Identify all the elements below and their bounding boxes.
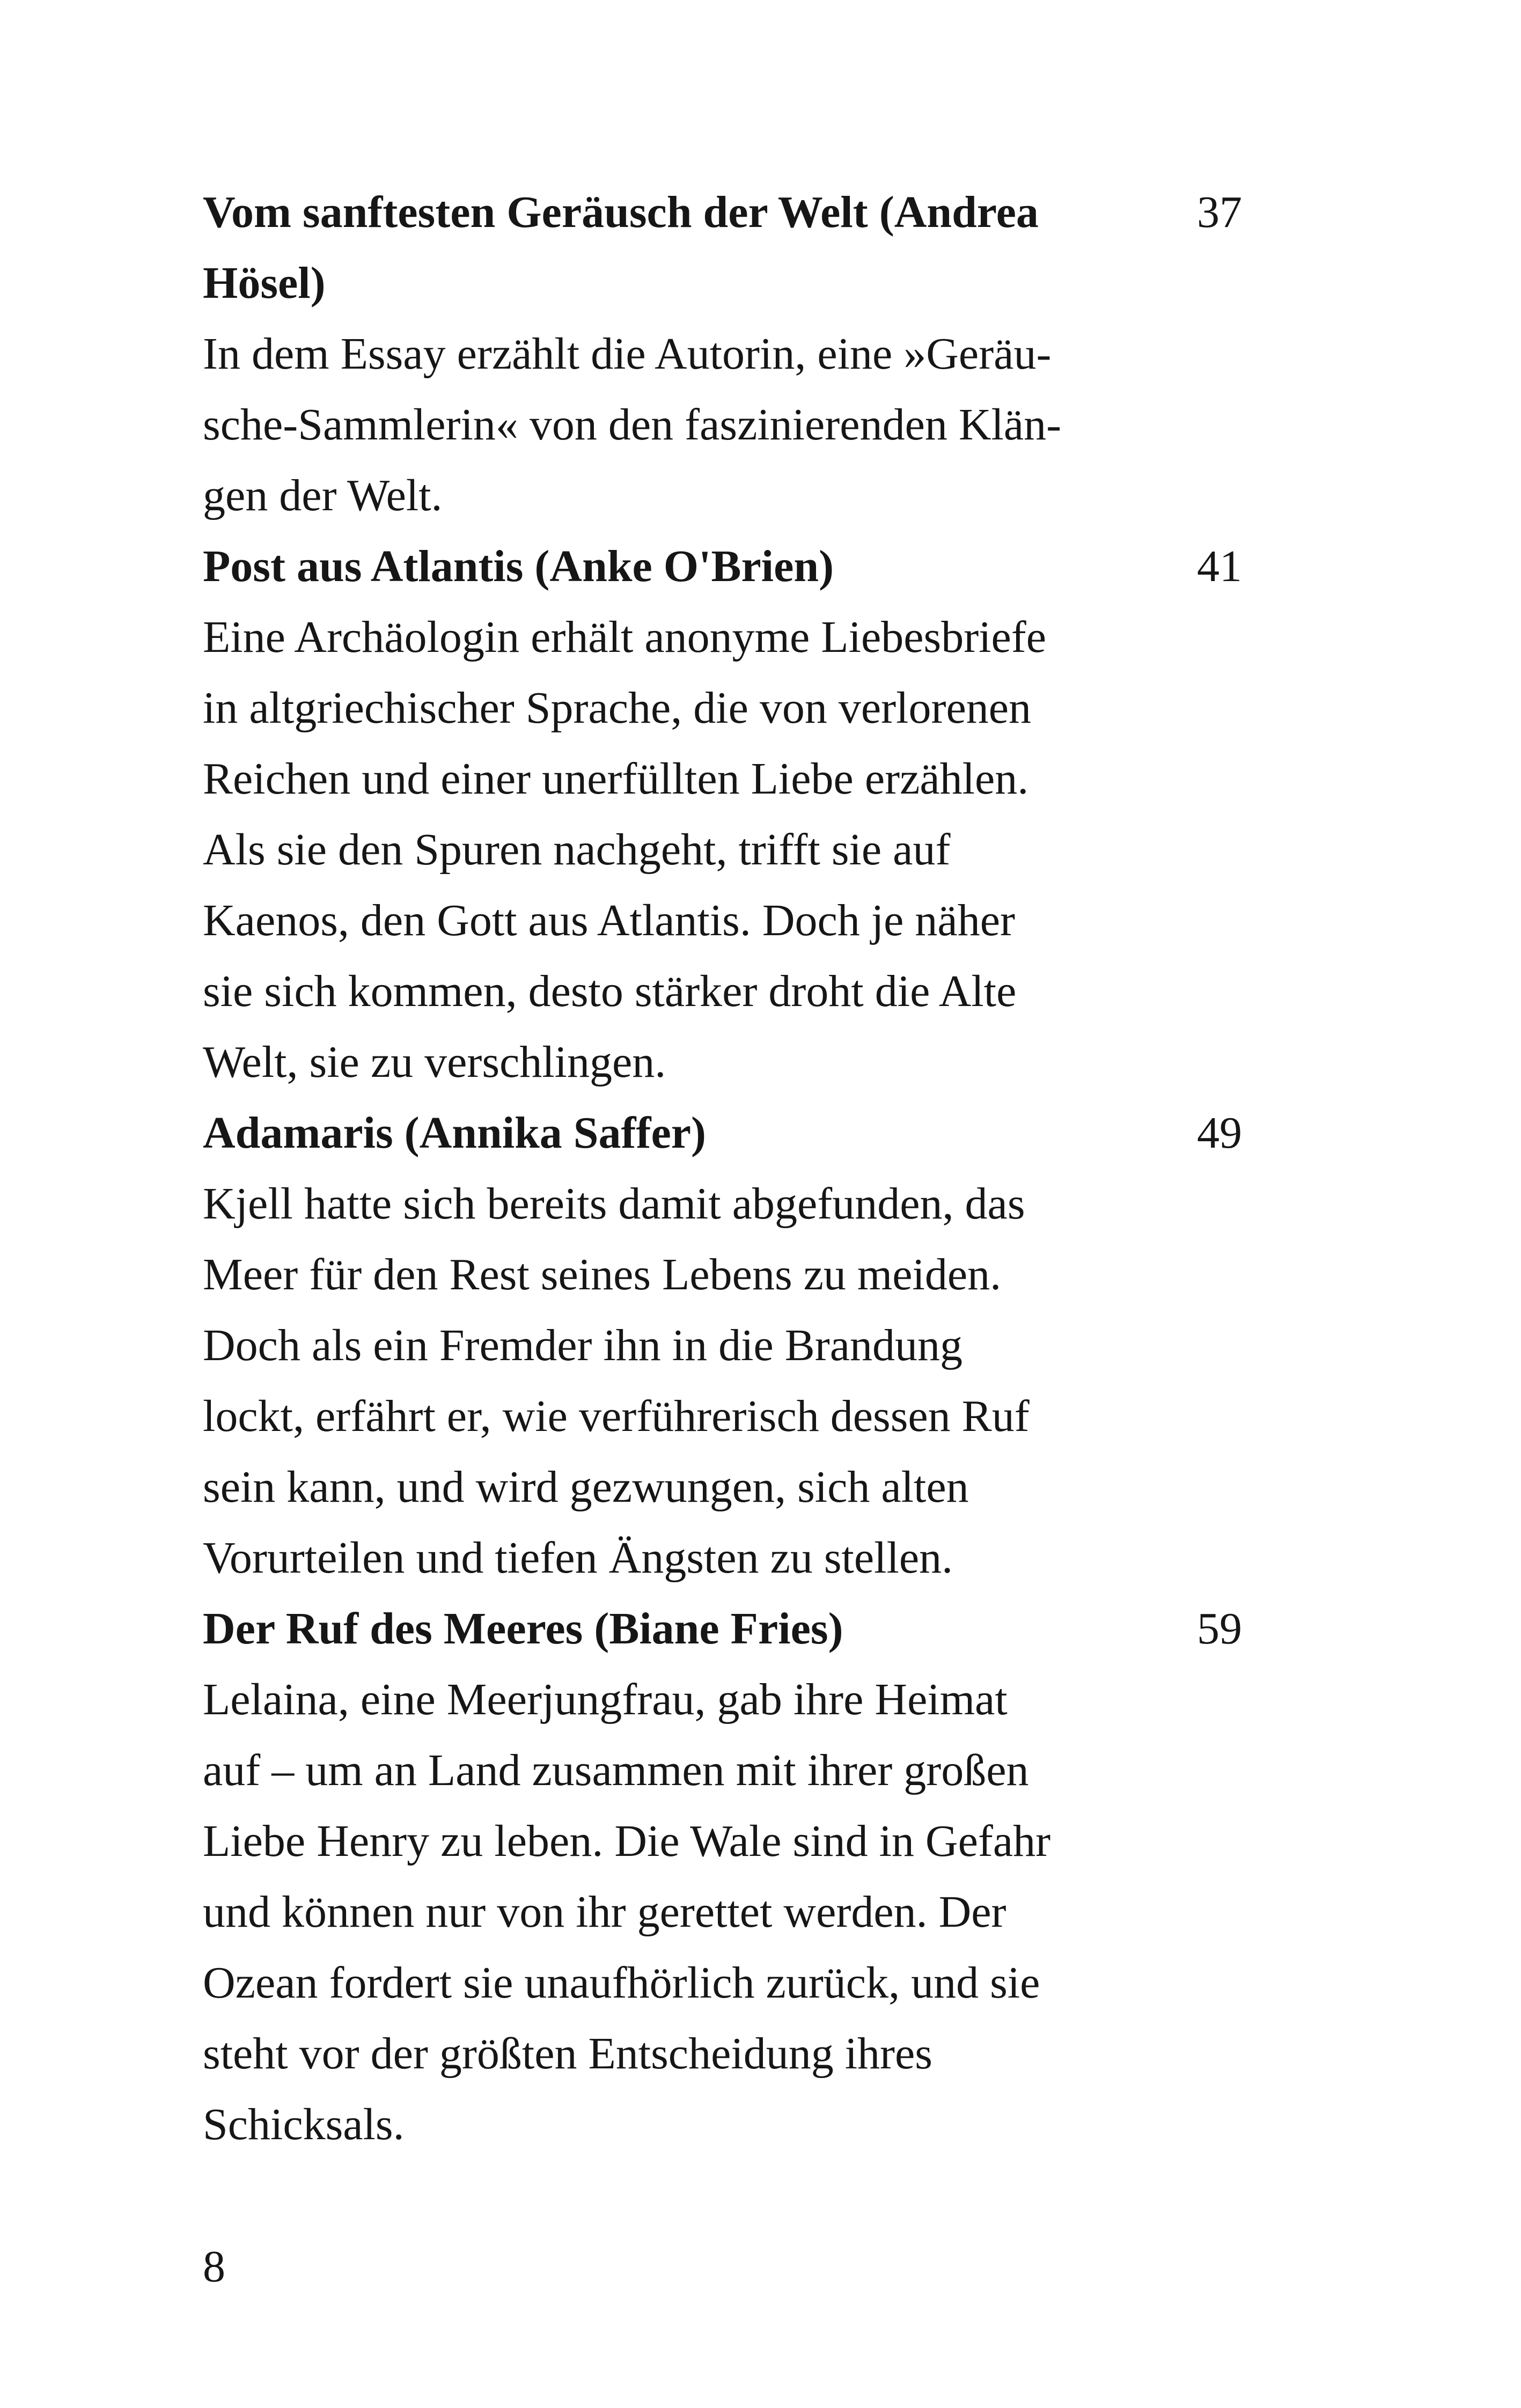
entry-page-number: 41 (1197, 541, 1242, 591)
entry-title (203, 531, 1254, 602)
entry-summary-line: lockt, erfährt er, wie verführerisch dessen Ruf (203, 1391, 1030, 1441)
entry-title-text: Adamaris (Annika Saffer) (203, 1108, 706, 1158)
entry-summary-line: sche-Sammlerin« von den faszinierenden Klän- (203, 400, 1062, 450)
entry-title (203, 1594, 1254, 1664)
entry-title-text: Der Ruf des Meeres (Biane Fries) (203, 1604, 843, 1654)
entry-summary-line: Schicksals. (203, 2099, 405, 2149)
entry-title (203, 1098, 1254, 1169)
toc-entry (203, 1098, 1254, 1594)
entry-summary-line: Lelaina, eine Meerjungfrau, gab ihre Heimat (203, 1675, 1008, 1724)
entry-title-text: Vom sanftesten Geräusch der Welt (Andrea Hösel) (203, 187, 1039, 308)
table-of-contents (203, 177, 1254, 2160)
entry-page-number: 59 (1197, 1604, 1242, 1654)
entry-title-text: Post aus Atlantis (Anke O'Brien) (203, 541, 834, 591)
toc-entry (203, 177, 1254, 531)
entry-summary-line: Welt, sie zu verschlingen. (203, 1037, 666, 1087)
entry-summary-line: Kaenos, den Gott aus Atlantis. Doch je näher (203, 895, 1015, 945)
entry-summary-line: Als sie den Spuren nachgeht, trifft sie auf (203, 825, 951, 875)
entry-page-number: 37 (1197, 187, 1242, 237)
entry-summary-line: Meer für den Rest seines Lebens zu meiden. (203, 1250, 1002, 1300)
entry-summary-line: sein kann, und wird gezwungen, sich alten (203, 1462, 969, 1512)
entry-summary-line: in altgriechischer Sprache, die von verlorenen (203, 683, 1032, 733)
entry-summary-line: Liebe Henry zu leben. Die Wale sind in Gefahr (203, 1816, 1051, 1866)
entry-summary-line: Doch als ein Fremder ihn in die Brandung (203, 1320, 963, 1370)
entry-summary-line: Eine Archäologin erhält anonyme Liebesbriefe (203, 612, 1047, 662)
entry-summary-line: In dem Essay erzählt die Autorin, eine »Geräu- (203, 329, 1052, 379)
entry-summary-line: Kjell hatte sich bereits damit abgefunden, das (203, 1179, 1025, 1229)
entry-summary-line: und können nur von ihr gerettet werden. Der (203, 1887, 1006, 1937)
entry-summary-line: sie sich kommen, desto stärker droht die Alte (203, 966, 1017, 1016)
entry-summary-line: Ozean fordert sie unaufhörlich zurück, und sie (203, 1958, 1040, 2008)
entry-title (203, 177, 1242, 319)
toc-entry (203, 1594, 1254, 2160)
page-number: 8 (203, 2242, 225, 2292)
entry-summary-line: auf – um an Land zusammen mit ihrer großen (203, 1745, 1029, 1795)
entry-summary-line: gen der Welt. (203, 471, 443, 520)
entry-summary-line: Reichen und einer unerfüllten Liebe erzählen. (203, 754, 1029, 804)
entry-summary-line: Vorurteilen und tiefen Ängsten zu stellen. (203, 1533, 953, 1583)
entry-page-number: 49 (1197, 1108, 1242, 1158)
entry-summary-line: steht vor der größten Entscheidung ihres (203, 2029, 932, 2079)
toc-entry (203, 531, 1254, 1098)
